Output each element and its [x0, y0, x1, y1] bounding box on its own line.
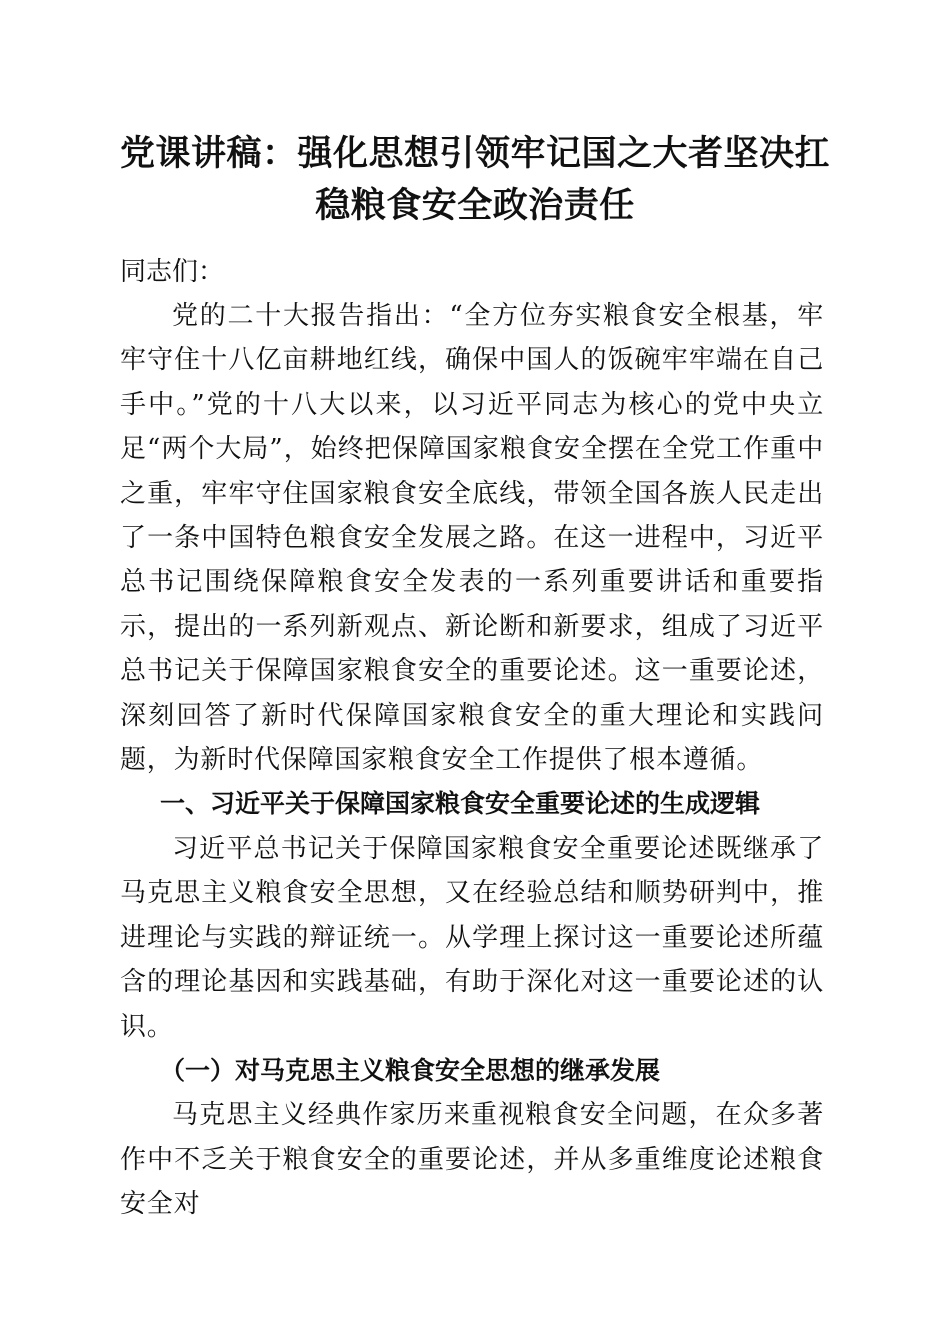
paragraph-subsection-1: 马克思主义经典作家历来重视粮食安全问题，在众多著作中不乏关于粮食安全的重要论述，并从多重维度论述粮食安全对 [120, 1100, 824, 1220]
paragraph-section-1: 习近平总书记关于保障国家粮食安全重要论述既继承了马克思主义粮食安全思想，又在经验总结和顺势研判中，推进理论与实践的辩证统一。从学理上探讨这一重要论述所蕴含的理论基因和实践基础，有助于深化对这一重要论述的认识。 [120, 833, 824, 1042]
section-heading-1: 一、习近平关于保障国家粮食安全重要论述的生成逻辑 [160, 789, 761, 819]
document-title-line-2: 稳粮食安全政治责任 [315, 186, 635, 226]
paragraph-intro: 党的二十大报告指出：“全方位夯实粮食安全根基，牢牢守住十八亿亩耕地红线，确保中国人的饭碗牢牢端在自己手中。”党的十八大以来，以习近平同志为核心的党中央立足“两个大局”，始终把保障国家粮食安全摆在全党工作重中之重，牢牢守住国家粮食安全底线，带领全国各族人民走出了一条中国特色粮食安全发展之路。在这一进程中，习近平总书记围绕保障粮食安全发表的一系列重要讲话和重要指示，提出的一系列新观点、新论断和新要求，组成了习近平总书记关于保障国家粮食安全的重要论述。这一重要论述，深刻回答了新时代保障国家粮食安全的重大理论和实践问题，为新时代保障国家粮食安全工作提供了根本遵循。 [120, 301, 824, 776]
document-body [120, 250, 824, 1227]
salutation: 同志们： [120, 257, 225, 287]
subsection-heading-1: （一）对马克思主义粮食安全思想的继承发展 [160, 1055, 661, 1085]
document-title-line-1: 党课讲稿：强化思想引领牢记国之大者坚决扛 [119, 134, 830, 174]
